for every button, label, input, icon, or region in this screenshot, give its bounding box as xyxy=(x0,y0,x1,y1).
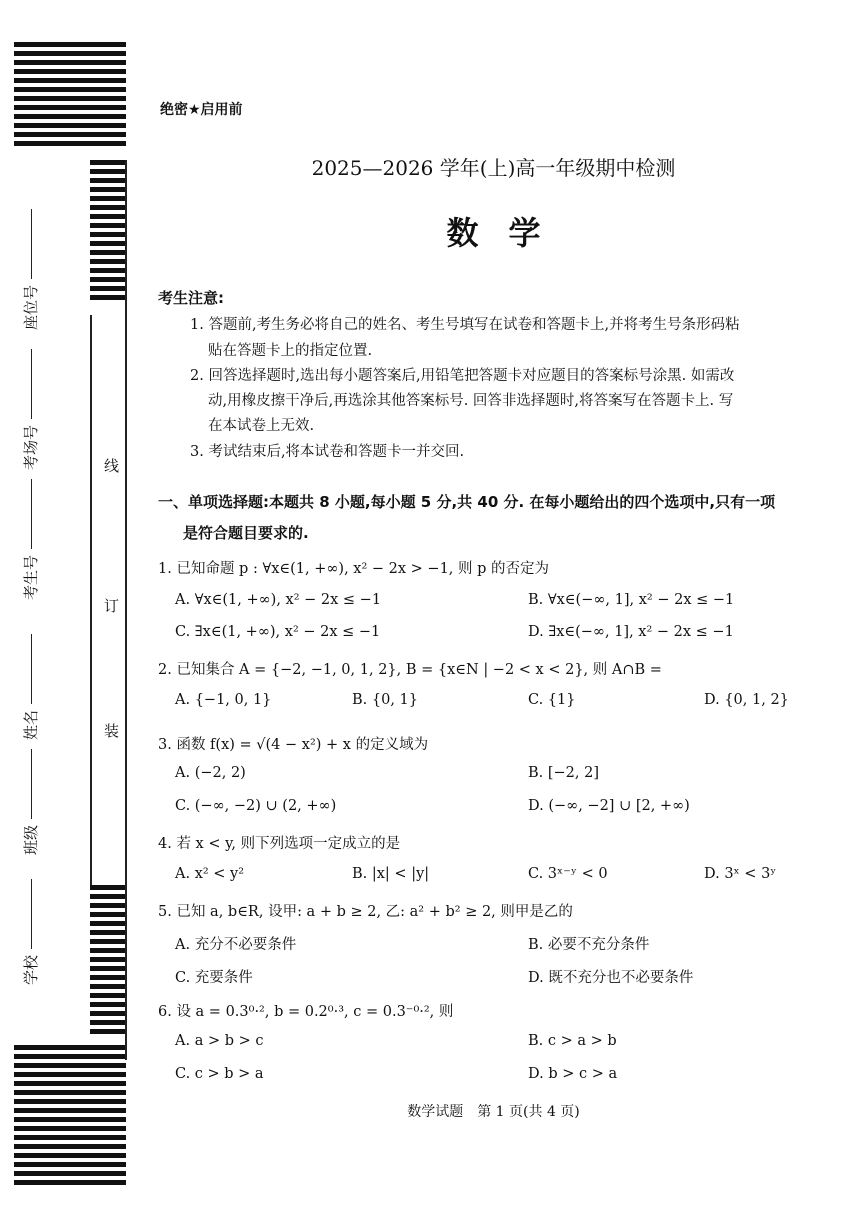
option-a[interactable]: A. {−1, 0, 1} xyxy=(175,692,272,708)
barcode-strip-top xyxy=(14,42,126,150)
seat-number-field[interactable]: 座位号 xyxy=(20,209,41,330)
option-d[interactable]: D. 既不充分也不必要条件 xyxy=(528,970,694,986)
option-b[interactable]: B. ∀x∈(−∞, 1], x² − 2x ≤ −1 xyxy=(528,592,735,608)
question-stem: 2. 已知集合 A = {−2, −1, 0, 1, 2}, B = {x∈N | −2 < x < 2}, 则 A∩B = xyxy=(158,662,662,678)
notice-line: 在本试卷上无效. xyxy=(208,418,315,434)
option-d[interactable]: D. (−∞, −2] ∪ [2, +∞) xyxy=(528,798,690,814)
option-d[interactable]: D. ∃x∈(−∞, 1], x² − 2x ≤ −1 xyxy=(528,624,734,640)
class-field[interactable]: 班级 xyxy=(20,749,41,855)
question-stem: 1. 已知命题 p : ∀x∈(1, +∞), x² − 2x > −1, 则 p 的否定为 xyxy=(158,561,550,577)
candidate-number-field[interactable]: 考生号 xyxy=(20,479,41,600)
section-heading: 一、单项选择题:本题共 8 小题,每小题 5 分,共 40 分. 在每小题给出的四个选项中,只有一项 xyxy=(158,493,776,511)
exam-room-field[interactable]: 考场号 xyxy=(20,349,41,470)
option-c[interactable]: C. 充要条件 xyxy=(175,970,253,986)
option-d[interactable]: D. {0, 1, 2} xyxy=(704,692,789,708)
binding-char-line: 线 xyxy=(104,457,120,475)
question-stem: 5. 已知 a, b∈R, 设甲: a + b ≥ 2, 乙: a² + b² ≥ 2, 则甲是乙的 xyxy=(158,904,573,920)
binding-char-staple: 订 xyxy=(104,597,120,615)
barcode-strip-low xyxy=(90,885,126,1038)
name-field[interactable]: 姓名 xyxy=(20,634,41,740)
confidential-label: 绝密★启用前 xyxy=(160,102,243,118)
notice-line: 3. 考试结束后,将本试卷和答题卡一并交回. xyxy=(190,444,465,460)
option-c[interactable]: C. c > b > a xyxy=(175,1066,264,1082)
school-field[interactable]: 学校 xyxy=(20,879,41,985)
option-c[interactable]: C. {1} xyxy=(528,692,576,708)
option-a[interactable]: A. ∀x∈(1, +∞), x² − 2x ≤ −1 xyxy=(175,592,382,608)
option-a[interactable]: A. a > b > c xyxy=(175,1033,264,1049)
option-c[interactable]: C. ∃x∈(1, +∞), x² − 2x ≤ −1 xyxy=(175,624,381,640)
option-b[interactable]: B. |x| < |y| xyxy=(352,866,430,882)
question-stem: 6. 设 a = 0.3⁰·², b = 0.2⁰·³, c = 0.3⁻⁰·², 则 xyxy=(158,1004,454,1020)
section-heading-cont: 是符合题目要求的. xyxy=(183,524,309,542)
notice-heading: 考生注意: xyxy=(158,289,224,307)
notice-line: 1. 答题前,考生务必将自己的姓名、考生号填写在试卷和答题卡上,并将考生号条形码粘 xyxy=(190,317,740,333)
option-d[interactable]: D. 3ˣ < 3ʸ xyxy=(704,866,777,882)
page-footer: 数学试题 第 1 页(共 4 页) xyxy=(407,1104,580,1120)
notice-line: 动,用橡皮擦干净后,再选涂其他答案标号. 回答非选择题时,将答案写在答题卡上. 写 xyxy=(208,393,734,409)
option-a[interactable]: A. (−2, 2) xyxy=(175,765,246,781)
option-b[interactable]: B. c > a > b xyxy=(528,1033,617,1049)
exam-title: 2025—2026 学年(上)高一年级期中检测 xyxy=(311,156,676,180)
option-b[interactable]: B. {0, 1} xyxy=(352,692,418,708)
option-b[interactable]: B. [−2, 2] xyxy=(528,765,600,781)
binding-char-bind: 装 xyxy=(104,722,120,740)
notice-line: 2. 回答选择题时,选出每小题答案后,用铅笔把答题卡对应题目的答案标号涂黑. 如需改 xyxy=(190,368,735,384)
option-a[interactable]: A. x² < y² xyxy=(175,866,245,882)
question-stem: 4. 若 x < y, 则下列选项一定成立的是 xyxy=(158,836,401,852)
option-b[interactable]: B. 必要不充分条件 xyxy=(528,937,650,953)
option-c[interactable]: C. (−∞, −2) ∪ (2, +∞) xyxy=(175,798,337,814)
notice-line: 贴在答题卡上的指定位置. xyxy=(208,343,373,359)
binding-line xyxy=(90,315,92,885)
binding-border xyxy=(125,160,127,1060)
subject-title: 数学 xyxy=(446,214,571,252)
option-c[interactable]: C. 3ˣ⁻ʸ < 0 xyxy=(528,866,608,882)
option-a[interactable]: A. 充分不必要条件 xyxy=(175,937,297,953)
option-d[interactable]: D. b > c > a xyxy=(528,1066,618,1082)
question-stem: 3. 函数 f(x) = √(4 − x²) + x 的定义域为 xyxy=(158,737,429,753)
